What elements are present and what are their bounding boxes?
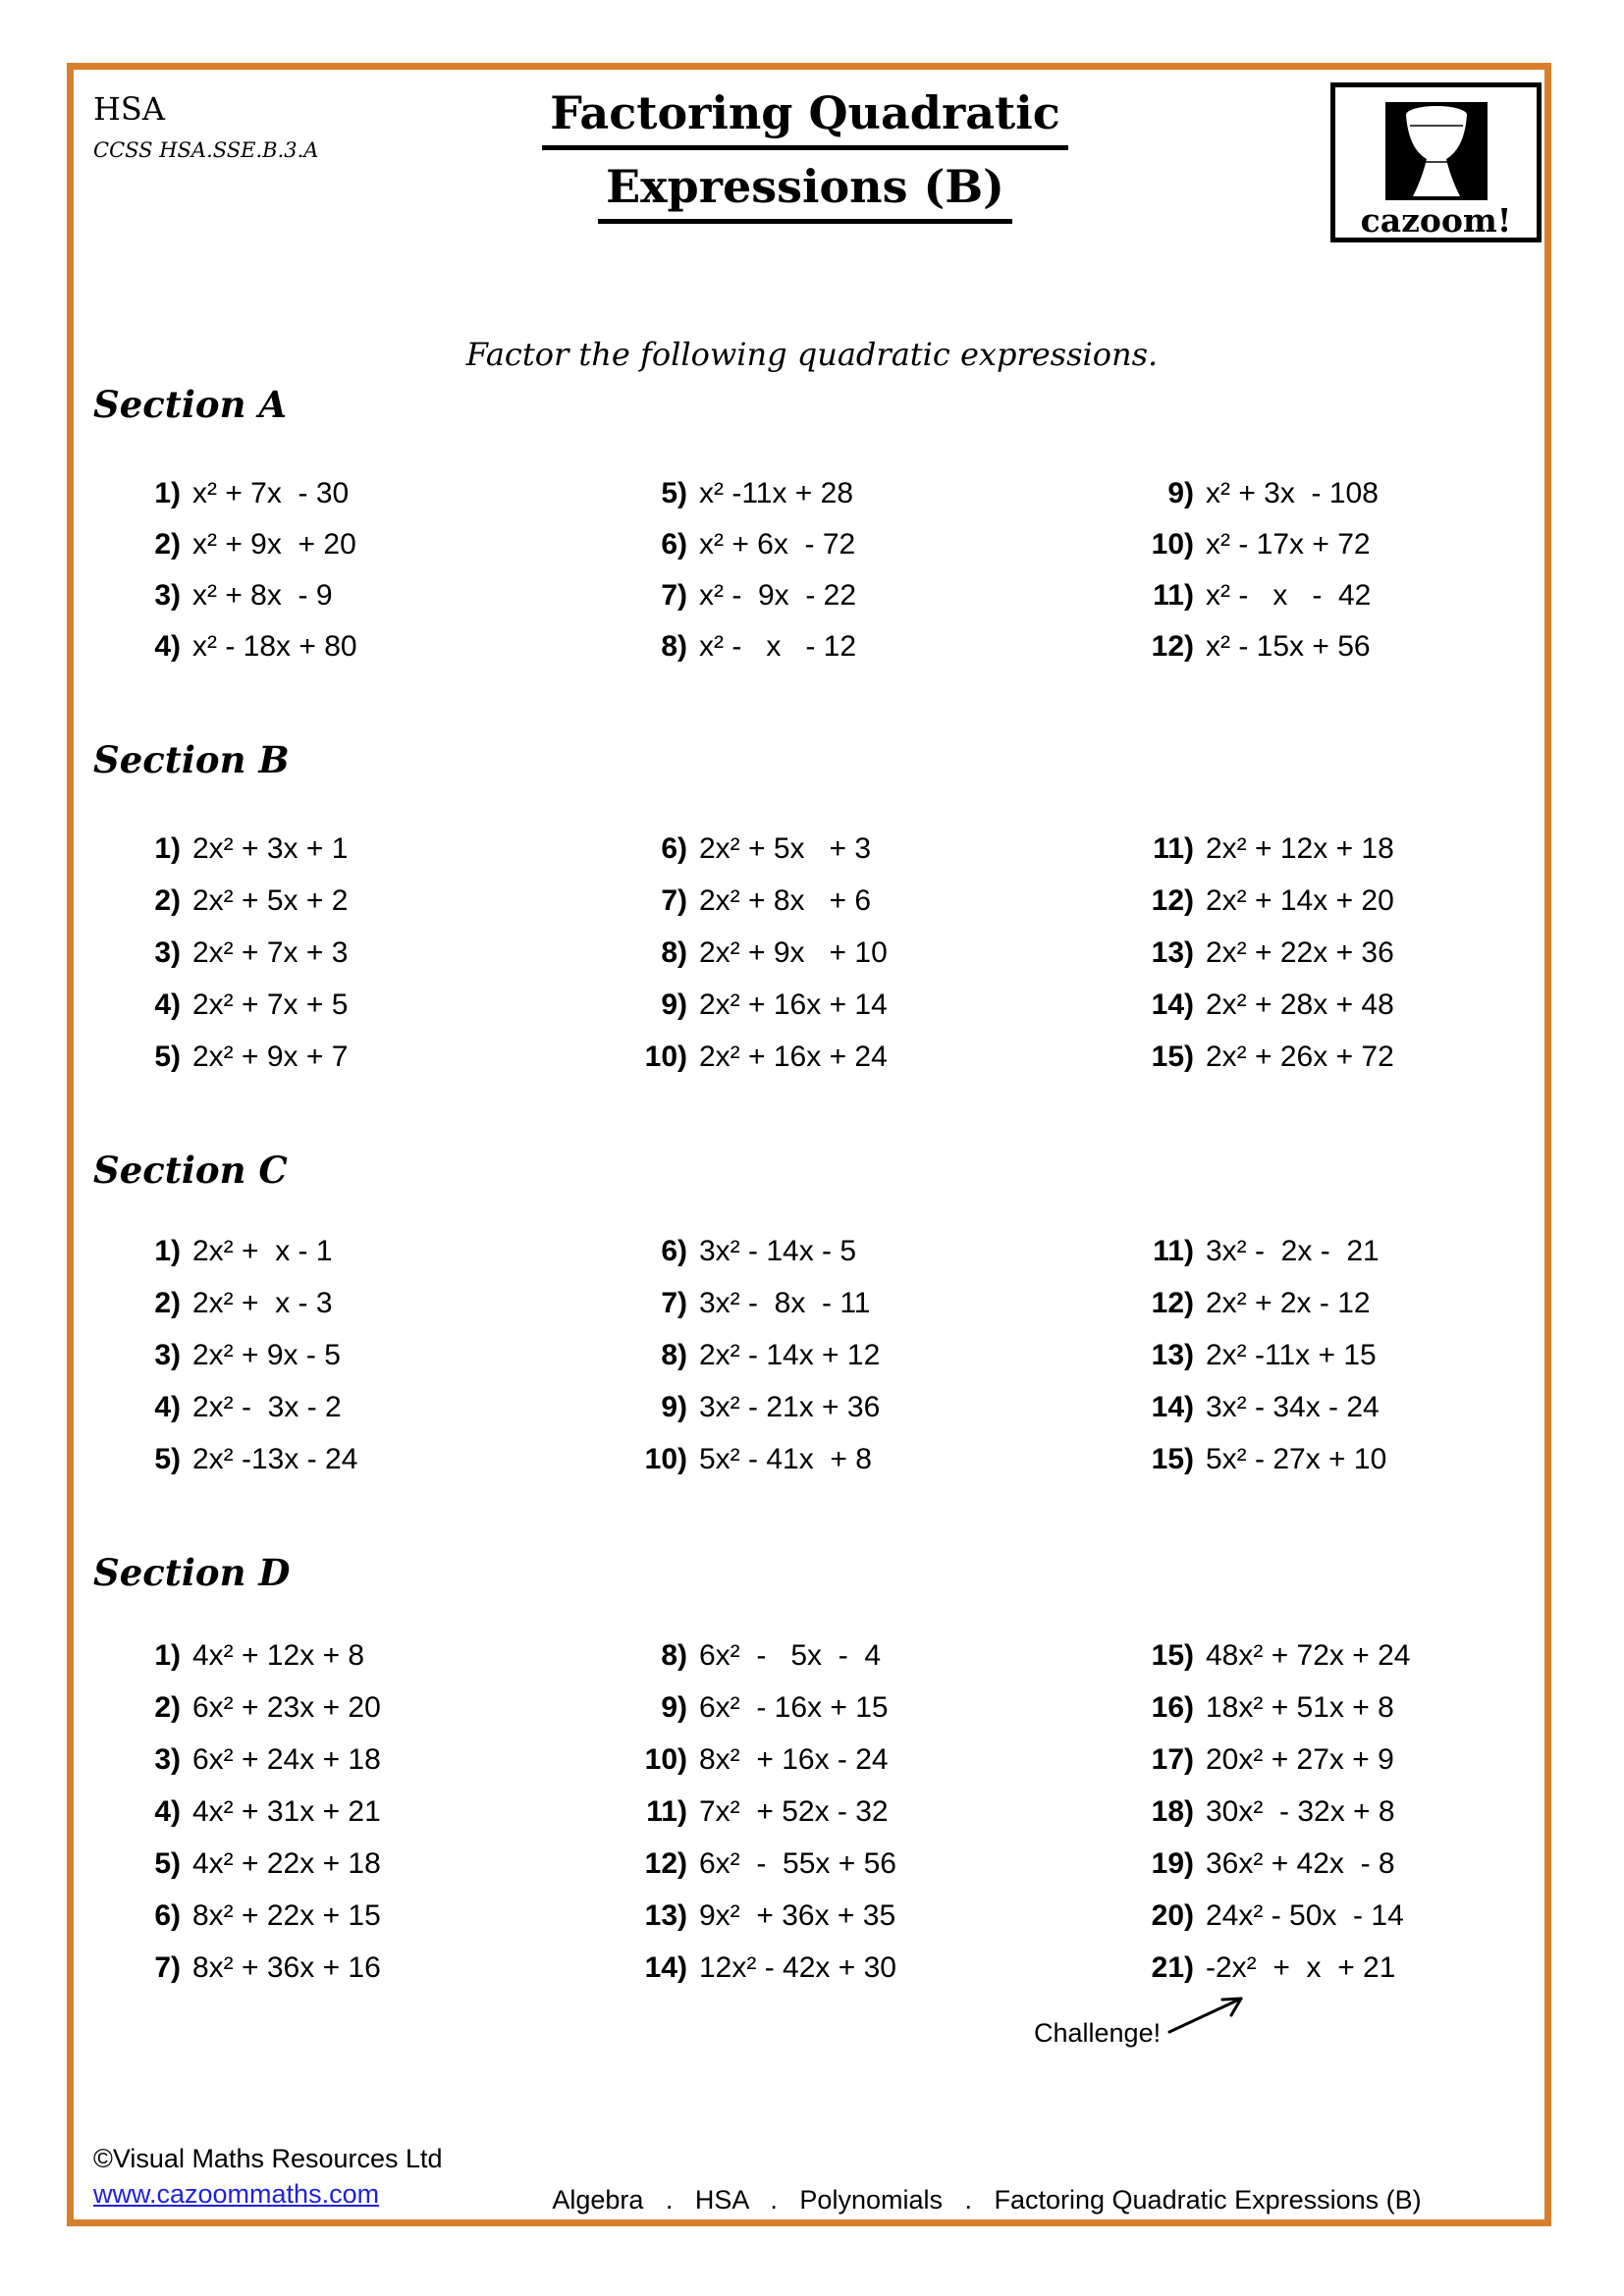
ccss-standard: CCSS HSA.SSE.B.3.A bbox=[93, 138, 319, 162]
problem-number: 3) bbox=[154, 579, 181, 612]
problem-item bbox=[1131, 528, 1622, 579]
problem-expression: 2x² + 8x + 6 bbox=[699, 884, 872, 917]
page-title-line1: Factoring Quadratic bbox=[542, 90, 1067, 150]
problem-expression: -2x² + x + 21 bbox=[1206, 1951, 1396, 1984]
problem-item bbox=[1131, 1743, 1622, 1795]
problem-number: 7) bbox=[661, 579, 687, 612]
problem-expression: 2x² + 3x + 1 bbox=[192, 832, 349, 865]
problem-expression: x² + 6x - 72 bbox=[699, 528, 856, 561]
problem-number: 13) bbox=[1151, 1339, 1194, 1371]
problem-expression: 3x² - 8x - 11 bbox=[699, 1287, 871, 1319]
problem-expression: 8x² + 22x + 15 bbox=[192, 1899, 381, 1932]
challenge-arrow-icon bbox=[1166, 1989, 1260, 2040]
problem-expression: 8x² + 36x + 16 bbox=[192, 1951, 381, 1984]
problem-item bbox=[118, 630, 609, 681]
problem-number: 5) bbox=[154, 1443, 181, 1475]
problem-expression: 4x² + 22x + 18 bbox=[192, 1847, 381, 1880]
problem-item bbox=[118, 1691, 609, 1743]
problem-item bbox=[118, 1235, 609, 1287]
problem-expression: 2x² + 5x + 2 bbox=[192, 884, 349, 917]
problem-number: 2) bbox=[154, 528, 181, 561]
problem-item bbox=[624, 832, 1115, 884]
problem-expression: 2x² + 2x - 12 bbox=[1206, 1287, 1371, 1319]
problem-expression: x² + 9x + 20 bbox=[192, 528, 356, 561]
problem-number: 10) bbox=[1151, 528, 1194, 561]
section-b-column-1 bbox=[118, 832, 609, 1093]
problem-item bbox=[1131, 1041, 1622, 1093]
problem-item bbox=[624, 884, 1115, 936]
problem-item bbox=[624, 1743, 1115, 1795]
problem-item bbox=[118, 1041, 609, 1093]
problem-number: 14) bbox=[1151, 1391, 1194, 1423]
drum-icon bbox=[1385, 102, 1488, 200]
section-b-heading: Section B bbox=[93, 738, 290, 781]
problem-expression: 2x² + 9x + 7 bbox=[192, 1041, 349, 1073]
problem-number: 11) bbox=[1153, 832, 1194, 865]
problem-item bbox=[118, 579, 609, 630]
problem-item bbox=[1131, 1235, 1622, 1287]
problem-item bbox=[1131, 1795, 1622, 1847]
problem-expression: 6x² + 23x + 20 bbox=[192, 1691, 381, 1724]
problem-item bbox=[118, 1899, 609, 1951]
section-a-heading: Section A bbox=[93, 383, 288, 426]
section-a-column-2 bbox=[624, 477, 1115, 681]
problem-item bbox=[624, 936, 1115, 988]
problem-number: 2) bbox=[154, 884, 181, 917]
problem-number: 5) bbox=[661, 477, 687, 509]
section-c-column-3 bbox=[1131, 1235, 1622, 1495]
problem-expression: 2x² + 12x + 18 bbox=[1206, 832, 1394, 865]
section-b-column-3 bbox=[1131, 832, 1622, 1093]
problem-item bbox=[118, 1391, 609, 1443]
problem-item bbox=[1131, 630, 1622, 681]
problem-expression: x² + 7x - 30 bbox=[192, 477, 350, 509]
problem-number: 20) bbox=[1151, 1899, 1194, 1932]
problem-item bbox=[118, 1847, 609, 1899]
problem-expression: x² - x - 42 bbox=[1206, 579, 1372, 612]
problem-number: 6) bbox=[661, 1235, 687, 1267]
cazoom-logo bbox=[1330, 82, 1542, 242]
problem-expression: 2x² -11x + 15 bbox=[1206, 1339, 1377, 1371]
problem-expression: 2x² + 26x + 72 bbox=[1206, 1041, 1394, 1073]
problem-number: 10) bbox=[644, 1041, 687, 1073]
section-c-heading: Section C bbox=[93, 1148, 288, 1192]
problem-item bbox=[118, 1743, 609, 1795]
problem-number: 16) bbox=[1151, 1691, 1194, 1724]
problem-number: 13) bbox=[644, 1899, 687, 1932]
problem-expression: x² -11x + 28 bbox=[699, 477, 854, 509]
problem-item bbox=[624, 1899, 1115, 1951]
problem-expression: 12x² - 42x + 30 bbox=[699, 1951, 896, 1984]
section-c-column-2 bbox=[624, 1235, 1115, 1495]
problem-number: 8) bbox=[661, 630, 687, 663]
problem-number: 5) bbox=[154, 1041, 181, 1073]
problem-number: 2) bbox=[154, 1287, 181, 1319]
problem-item bbox=[1131, 477, 1622, 528]
problem-number: 6) bbox=[661, 528, 687, 561]
problem-number: 7) bbox=[661, 1287, 687, 1319]
problem-item bbox=[118, 1951, 609, 2003]
problem-expression: 6x² - 16x + 15 bbox=[699, 1691, 889, 1724]
problem-expression: 5x² - 41x + 8 bbox=[699, 1443, 872, 1475]
problem-item bbox=[624, 528, 1115, 579]
problem-item bbox=[118, 1443, 609, 1495]
problem-item bbox=[624, 1691, 1115, 1743]
problem-expression: x² - 9x - 22 bbox=[699, 579, 857, 612]
problem-expression: 3x² - 21x + 36 bbox=[699, 1391, 881, 1423]
instruction-text: Factor the following quadratic expressions. bbox=[465, 336, 1159, 373]
problem-item bbox=[118, 884, 609, 936]
problem-number: 1) bbox=[154, 832, 181, 865]
problem-expression: 2x² + 7x + 3 bbox=[192, 936, 349, 969]
section-b-column-2 bbox=[624, 832, 1115, 1093]
problem-number: 9) bbox=[661, 988, 687, 1021]
problem-expression: 2x² + 7x + 5 bbox=[192, 988, 349, 1021]
problem-item bbox=[1131, 1339, 1622, 1391]
footer-breadcrumb: Algebra . HSA . Polynomials . Factoring Quadratic Expressions (B) bbox=[552, 2185, 1422, 2215]
problem-number: 2) bbox=[154, 1691, 181, 1724]
problem-number: 1) bbox=[154, 1235, 181, 1267]
problem-number: 11) bbox=[646, 1795, 687, 1828]
problem-number: 8) bbox=[661, 1339, 687, 1371]
problem-number: 17) bbox=[1151, 1743, 1194, 1776]
problem-expression: 4x² + 12x + 8 bbox=[192, 1639, 365, 1672]
problem-expression: 2x² + x - 3 bbox=[192, 1287, 333, 1319]
problem-number: 11) bbox=[1153, 1235, 1194, 1267]
problem-item bbox=[624, 1443, 1115, 1495]
problem-item bbox=[624, 1235, 1115, 1287]
problem-number: 8) bbox=[661, 1639, 687, 1672]
problem-item bbox=[1131, 1691, 1622, 1743]
problem-item bbox=[624, 1795, 1115, 1847]
problem-expression: 2x² - 14x + 12 bbox=[699, 1339, 881, 1371]
problem-expression: x² - 17x + 72 bbox=[1206, 528, 1371, 561]
section-d-column-3 bbox=[1131, 1639, 1622, 2003]
problem-expression: 6x² + 24x + 18 bbox=[192, 1743, 381, 1776]
problem-expression: 5x² - 27x + 10 bbox=[1206, 1443, 1387, 1475]
section-d-heading: Section D bbox=[93, 1551, 291, 1594]
problem-number: 21) bbox=[1151, 1951, 1194, 1984]
problem-number: 1) bbox=[154, 477, 181, 509]
problem-number: 4) bbox=[154, 988, 181, 1021]
problem-item bbox=[624, 1639, 1115, 1691]
problem-number: 18) bbox=[1151, 1795, 1194, 1828]
problem-item bbox=[118, 1287, 609, 1339]
problem-item bbox=[1131, 936, 1622, 988]
section-a-column-1 bbox=[118, 477, 609, 681]
problem-item bbox=[1131, 1847, 1622, 1899]
problem-number: 3) bbox=[154, 1743, 181, 1776]
problem-expression: 2x² + 9x + 10 bbox=[699, 936, 888, 969]
section-a-column-3 bbox=[1131, 477, 1622, 681]
problem-expression: 2x² - 3x - 2 bbox=[192, 1391, 342, 1423]
problem-number: 14) bbox=[1151, 988, 1194, 1021]
problem-expression: 20x² + 27x + 9 bbox=[1206, 1743, 1394, 1776]
problem-item bbox=[1131, 1287, 1622, 1339]
problem-number: 4) bbox=[154, 1391, 181, 1423]
problem-number: 4) bbox=[154, 630, 181, 663]
problem-item bbox=[118, 936, 609, 988]
problem-item bbox=[624, 630, 1115, 681]
problem-expression: x² - x - 12 bbox=[699, 630, 857, 663]
copyright-text: ©Visual Maths Resources Ltd bbox=[93, 2144, 443, 2173]
problem-item bbox=[624, 477, 1115, 528]
course-code: HSA bbox=[93, 90, 165, 128]
problem-number: 8) bbox=[661, 936, 687, 969]
problem-expression: 36x² + 42x - 8 bbox=[1206, 1847, 1395, 1880]
problem-item bbox=[118, 1639, 609, 1691]
problem-number: 9) bbox=[661, 1691, 687, 1724]
page-title-line2: Expressions (B) bbox=[598, 164, 1012, 224]
problem-number: 6) bbox=[661, 832, 687, 865]
problem-item bbox=[1131, 1899, 1622, 1951]
problem-number: 9) bbox=[661, 1391, 687, 1423]
section-d-column-2 bbox=[624, 1639, 1115, 2003]
problem-number: 10) bbox=[644, 1743, 687, 1776]
problem-item bbox=[118, 528, 609, 579]
problem-item bbox=[118, 988, 609, 1041]
problem-item bbox=[118, 832, 609, 884]
problem-number: 12) bbox=[1151, 884, 1194, 917]
problem-number: 7) bbox=[661, 884, 687, 917]
problem-expression: 3x² - 14x - 5 bbox=[699, 1235, 857, 1267]
problem-number: 12) bbox=[644, 1847, 687, 1880]
problem-expression: 2x² + 28x + 48 bbox=[1206, 988, 1394, 1021]
problem-item bbox=[624, 1847, 1115, 1899]
problem-item bbox=[624, 1951, 1115, 2003]
problem-expression: 3x² - 34x - 24 bbox=[1206, 1391, 1380, 1423]
problem-number: 10) bbox=[644, 1443, 687, 1475]
problem-item bbox=[1131, 988, 1622, 1041]
problem-number: 9) bbox=[1167, 477, 1194, 509]
problem-expression: 3x² - 2x - 21 bbox=[1206, 1235, 1380, 1267]
problem-number: 1) bbox=[154, 1639, 181, 1672]
problem-expression: 2x² + x - 1 bbox=[192, 1235, 333, 1267]
challenge-label: Challenge! bbox=[1034, 2018, 1162, 2048]
problem-expression: 30x² - 32x + 8 bbox=[1206, 1795, 1395, 1828]
problem-item bbox=[1131, 579, 1622, 630]
problem-number: 11) bbox=[1153, 579, 1194, 612]
problem-expression: x² - 18x + 80 bbox=[192, 630, 357, 663]
problem-number: 12) bbox=[1151, 1287, 1194, 1319]
problem-item bbox=[1131, 1391, 1622, 1443]
problem-item bbox=[624, 579, 1115, 630]
problem-item bbox=[624, 1041, 1115, 1093]
problem-expression: x² - 15x + 56 bbox=[1206, 630, 1371, 663]
problem-expression: x² + 3x - 108 bbox=[1206, 477, 1379, 509]
problem-expression: 8x² + 16x - 24 bbox=[699, 1743, 889, 1776]
problem-item bbox=[624, 1339, 1115, 1391]
problem-item bbox=[624, 1287, 1115, 1339]
problem-item bbox=[624, 1391, 1115, 1443]
problem-number: 4) bbox=[154, 1795, 181, 1828]
problem-expression: x² + 8x - 9 bbox=[192, 579, 333, 612]
problem-expression: 24x² - 50x - 14 bbox=[1206, 1899, 1404, 1932]
problem-number: 13) bbox=[1151, 936, 1194, 969]
problem-number: 15) bbox=[1151, 1041, 1194, 1073]
problem-expression: 2x² + 9x - 5 bbox=[192, 1339, 341, 1371]
problem-item bbox=[1131, 1639, 1622, 1691]
problem-number: 6) bbox=[154, 1899, 181, 1932]
problem-number: 3) bbox=[154, 1339, 181, 1371]
problem-expression: 18x² + 51x + 8 bbox=[1206, 1691, 1394, 1724]
problem-number: 15) bbox=[1151, 1443, 1194, 1475]
problem-number: 3) bbox=[154, 936, 181, 969]
problem-item bbox=[118, 477, 609, 528]
problem-expression: 2x² + 22x + 36 bbox=[1206, 936, 1394, 969]
problem-expression: 48x² + 72x + 24 bbox=[1206, 1639, 1411, 1672]
problem-expression: 6x² - 55x + 56 bbox=[699, 1847, 896, 1880]
problem-expression: 2x² + 5x + 3 bbox=[699, 832, 872, 865]
problem-number: 7) bbox=[154, 1951, 181, 1984]
section-d-column-1 bbox=[118, 1639, 609, 2003]
problem-number: 5) bbox=[154, 1847, 181, 1880]
problem-item bbox=[1131, 1443, 1622, 1495]
problem-item bbox=[1131, 832, 1622, 884]
problem-expression: 4x² + 31x + 21 bbox=[192, 1795, 381, 1828]
problem-number: 14) bbox=[644, 1951, 687, 1984]
problem-item bbox=[1131, 884, 1622, 936]
page-title bbox=[393, 86, 1218, 238]
problem-expression: 2x² + 16x + 24 bbox=[699, 1041, 888, 1073]
problem-item bbox=[624, 988, 1115, 1041]
problem-expression: 9x² + 36x + 35 bbox=[699, 1899, 896, 1932]
problem-item bbox=[118, 1339, 609, 1391]
problem-expression: 2x² -13x - 24 bbox=[192, 1443, 358, 1475]
problem-expression: 2x² + 14x + 20 bbox=[1206, 884, 1394, 917]
problem-item bbox=[118, 1795, 609, 1847]
website-link[interactable]: www.cazoommaths.com bbox=[93, 2179, 380, 2209]
problem-expression: 7x² + 52x - 32 bbox=[699, 1795, 889, 1828]
problem-expression: 2x² + 16x + 14 bbox=[699, 988, 888, 1021]
section-c-column-1 bbox=[118, 1235, 609, 1495]
problem-number: 12) bbox=[1151, 630, 1194, 663]
problem-number: 15) bbox=[1151, 1639, 1194, 1672]
problem-number: 19) bbox=[1151, 1847, 1194, 1880]
problem-expression: 6x² - 5x - 4 bbox=[699, 1639, 882, 1672]
cazoom-logo-text: cazoom! bbox=[1360, 201, 1512, 240]
